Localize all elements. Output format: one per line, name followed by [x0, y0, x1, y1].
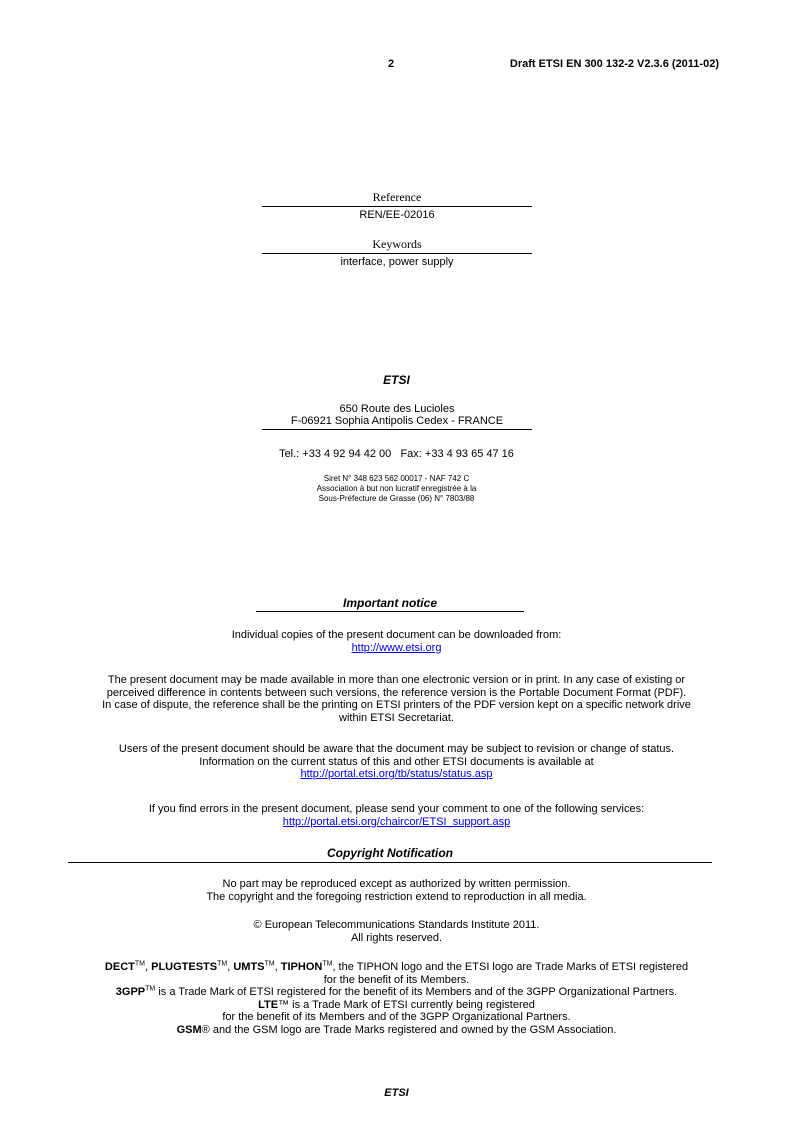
tm-sep: ,: [227, 961, 234, 973]
tm-dect: DECT: [104, 961, 135, 973]
tm-3gpp-rest: is a Trade Mark of ETSI registered for the benefit of its Members and of the 3GPP Organizational Partners.: [155, 986, 678, 998]
status-line-1: Users of the present document should be aware that the document may be subject to revision or change of status.: [118, 743, 675, 755]
tm-3gpp: 3GPP: [115, 986, 146, 998]
trademarks-gsm: [30, 1024, 763, 1037]
copyright-line-3: © European Telecommunications Standards Institute 2011.: [253, 919, 540, 931]
tm-tiphon: TIPHON: [280, 961, 323, 973]
tel-fax: Tel.: +33 4 92 94 42 00 Fax: +33 4 93 65 47 16: [279, 448, 514, 460]
trademarks-3gpp: [30, 986, 763, 999]
tm-lte-symbol: ™: [278, 998, 290, 1011]
trademarks: [30, 961, 763, 1036]
trademarks-lte-2: for the benefit of its Members and of the 3GPP Organizational Partners.: [222, 1011, 571, 1023]
tm-lte-rest: is a Trade Mark of ETSI currently being registered: [289, 998, 535, 1011]
copyright-text: [60, 878, 733, 903]
keywords-value: interface, power supply: [340, 256, 454, 268]
tm-gsm: GSM: [176, 1023, 202, 1036]
download-text: Individual copies of the present document can be downloaded from:: [231, 629, 562, 641]
siret-line-3: Sous-Préfecture de Grasse (06) N° 7803/88: [318, 494, 475, 503]
versions-paragraph: [40, 674, 753, 724]
siret-line-2: Association à but non lucratif enregistrée à la: [316, 484, 477, 493]
document-id: Draft ETSI EN 300 132-2 V2.3.6 (2011-02): [509, 58, 719, 70]
tm-sup: TM: [264, 960, 275, 968]
important-notice-title: Important notice: [256, 596, 524, 612]
etsi-website-link[interactable]: http://www.etsi.org: [351, 641, 442, 654]
tm-gsm-rest: ® and the GSM logo are Trade Marks registered and owned by the GSM Association.: [201, 1023, 617, 1036]
status-link[interactable]: http://portal.etsi.org/tb/status/status.asp: [300, 768, 493, 780]
page-number: 2: [388, 58, 395, 70]
tm-plugtests: PLUGTESTS: [151, 961, 218, 973]
tm-rest-1: , the TIPHON logo and the ETSI logo are Trade Marks of ETSI registered: [332, 961, 689, 973]
tm-sup: TM: [322, 960, 333, 968]
organization-name: ETSI: [383, 373, 410, 387]
copyright-line-2: The copyright and the foregoing restriction extend to reproduction in all media.: [206, 890, 587, 903]
errors-text: If you find errors in the present document, please send your comment to one of the following services:: [148, 803, 645, 815]
trademarks-line-1: [30, 961, 763, 974]
tm-sep: ,: [274, 961, 281, 973]
versions-line-3: In case of dispute, the reference shall be the printing on ETSI printers of the PDF version kept on a specific network drive: [102, 699, 691, 711]
download-paragraph: [60, 629, 733, 654]
address-line-2: F-06921 Sophia Antipolis Cedex - FRANCE: [262, 415, 532, 430]
status-paragraph: [60, 743, 733, 781]
tm-sup: TM: [217, 960, 228, 968]
versions-line-1: The present document may be made available in more than one electronic version or in print. In any case of existing or: [107, 674, 686, 686]
reference-label: Reference: [262, 190, 532, 207]
versions-line-2: perceived difference in contents between such versions, the reference version is the Portable Document Format (PDF).: [106, 686, 687, 699]
tm-sep: ,: [144, 961, 152, 973]
status-line-2: Information on the current status of this and other ETSI documents is available at: [199, 755, 594, 768]
tm-sup: TM: [134, 960, 145, 968]
address: [262, 403, 532, 430]
siret-line-1: Siret N° 348 623 562 00017 - NAF 742 C: [323, 474, 470, 483]
copyright-title: Copyright Notification: [68, 846, 712, 863]
support-link[interactable]: http://portal.etsi.org/chaircor/ETSI_support.asp: [282, 815, 511, 828]
reference-value: REN/EE-02016: [359, 209, 435, 221]
tm-lte: LTE: [258, 998, 279, 1011]
copyright-line-1: No part may be reproduced except as authorized by written permission.: [222, 878, 571, 890]
keywords-label: Keywords: [262, 237, 532, 254]
tm-umts: UMTS: [233, 961, 265, 973]
copyright-line-4: All rights reserved.: [350, 931, 443, 944]
versions-line-4: within ETSI Secretariat.: [339, 711, 454, 724]
tm-sup: TM: [145, 985, 156, 993]
footer-etsi: ETSI: [384, 1087, 409, 1099]
trademarks-lte: [30, 999, 763, 1012]
siret-info: [0, 474, 793, 504]
reference-block: [262, 190, 532, 221]
copyright-holder: [60, 919, 733, 944]
errors-paragraph: [60, 803, 733, 828]
keywords-block: [262, 237, 532, 268]
trademarks-line-2: for the benefit of its Members.: [323, 973, 470, 986]
address-line-1: 650 Route des Lucioles: [339, 403, 455, 415]
